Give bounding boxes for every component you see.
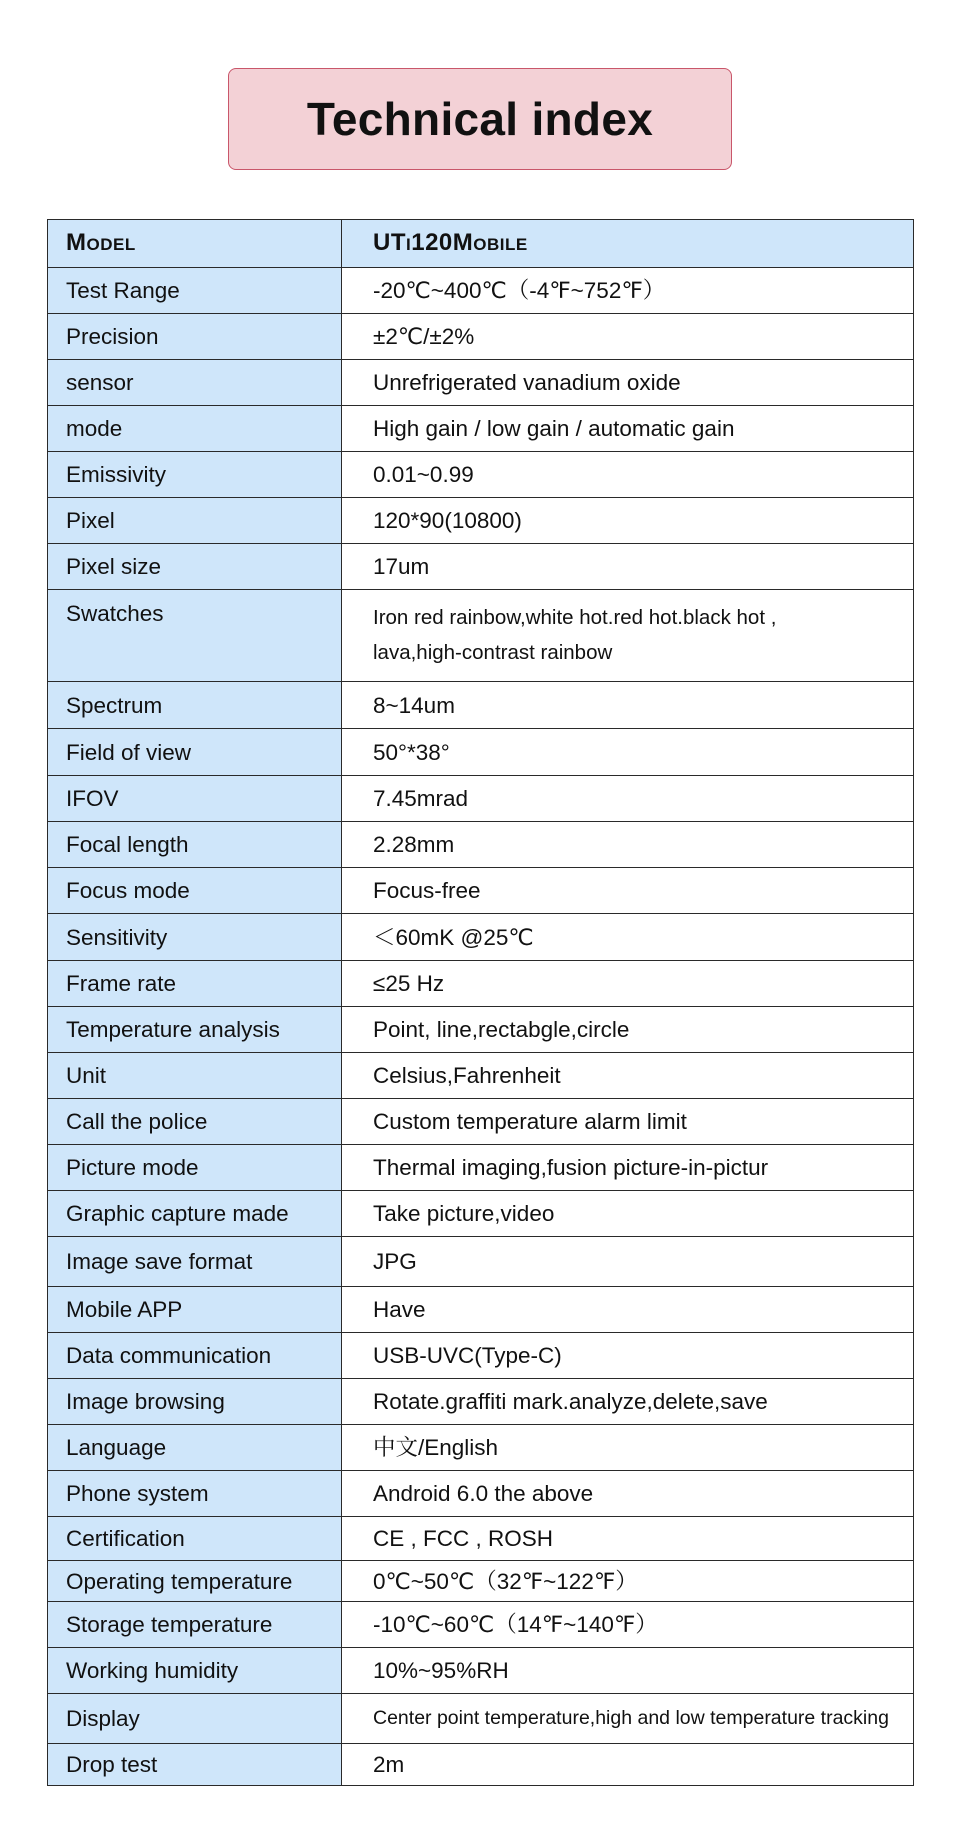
spec-label: Image save format bbox=[48, 1237, 342, 1287]
spec-value: Center point temperature,high and low temperature tracking bbox=[342, 1694, 914, 1744]
spec-label: Pixel bbox=[48, 498, 342, 544]
spec-value: 2.28mm bbox=[342, 822, 914, 868]
spec-label: Field of view bbox=[48, 729, 342, 776]
spec-label: sensor bbox=[48, 360, 342, 406]
spec-value: 120*90(10800) bbox=[342, 498, 914, 544]
spec-row-storage-temperature bbox=[48, 1602, 914, 1648]
spec-label: mode bbox=[48, 406, 342, 452]
spec-label: Test Range bbox=[48, 268, 342, 314]
spec-value: -10℃~60℃（14℉~140℉） bbox=[342, 1602, 914, 1648]
page-title: Technical index bbox=[306, 93, 654, 145]
swatches-line-1: Iron red rainbow,white hot.red hot.black hot , bbox=[373, 605, 777, 629]
spec-row-temperature-analysis bbox=[48, 1007, 914, 1053]
spec-row-data-communication bbox=[48, 1333, 914, 1379]
spec-row-graphic-capture bbox=[48, 1191, 914, 1237]
spec-row-working-humidity bbox=[48, 1648, 914, 1694]
spec-row-focus-mode bbox=[48, 868, 914, 914]
spec-row-ifov bbox=[48, 776, 914, 822]
spec-row-precision bbox=[48, 314, 914, 360]
spec-value: JPG bbox=[342, 1237, 914, 1287]
spec-label: Working humidity bbox=[48, 1648, 342, 1694]
spec-value-multiline bbox=[342, 590, 914, 682]
spec-row-focal-length bbox=[48, 822, 914, 868]
spec-row-emissivity bbox=[48, 452, 914, 498]
spec-row-call-the-police bbox=[48, 1099, 914, 1145]
spec-row-pixel bbox=[48, 498, 914, 544]
spec-row-unit bbox=[48, 1053, 914, 1099]
spec-label: Emissivity bbox=[48, 452, 342, 498]
spec-label: Language bbox=[48, 1425, 342, 1471]
spec-label: Phone system bbox=[48, 1471, 342, 1517]
spec-value: 0℃~50℃（32℉~122℉） bbox=[342, 1561, 914, 1602]
spec-row-language bbox=[48, 1425, 914, 1471]
spec-row-sensor bbox=[48, 360, 914, 406]
table-header-row bbox=[48, 220, 914, 268]
spec-value: ≤25 Hz bbox=[342, 961, 914, 1007]
spec-value: 7.45mrad bbox=[342, 776, 914, 822]
spec-value: High gain / low gain / automatic gain bbox=[342, 406, 914, 452]
spec-row-operating-temperature bbox=[48, 1561, 914, 1602]
spec-row-spectrum bbox=[48, 682, 914, 729]
spec-row-picture-mode bbox=[48, 1145, 914, 1191]
spec-value: 中文/English bbox=[342, 1425, 914, 1471]
spec-value: Thermal imaging,fusion picture-in-pictur bbox=[342, 1145, 914, 1191]
spec-label: Display bbox=[48, 1694, 342, 1744]
spec-row-image-save-format bbox=[48, 1237, 914, 1287]
spec-label: Graphic capture made bbox=[48, 1191, 342, 1237]
spec-value: ±2℃/±2% bbox=[342, 314, 914, 360]
spec-value: -20℃~400℃（-4℉~752℉） bbox=[342, 268, 914, 314]
spec-row-mode bbox=[48, 406, 914, 452]
spec-value: Rotate.graffiti mark.analyze,delete,save bbox=[342, 1379, 914, 1425]
spec-value: Unrefrigerated vanadium oxide bbox=[342, 360, 914, 406]
spec-row-drop-test bbox=[48, 1744, 914, 1786]
spec-label: Operating temperature bbox=[48, 1561, 342, 1602]
spec-value: USB-UVC(Type-C) bbox=[342, 1333, 914, 1379]
spec-value: 50°*38° bbox=[342, 729, 914, 776]
spec-value: 17um bbox=[342, 544, 914, 590]
spec-label: Temperature analysis bbox=[48, 1007, 342, 1053]
spec-label: Certification bbox=[48, 1517, 342, 1561]
header-value: UTi120Mobile bbox=[342, 220, 914, 268]
title-banner bbox=[228, 68, 732, 170]
header-label: Model bbox=[48, 220, 342, 268]
spec-value: 10%~95%RH bbox=[342, 1648, 914, 1694]
spec-value: Custom temperature alarm limit bbox=[342, 1099, 914, 1145]
spec-value: 8~14um bbox=[342, 682, 914, 729]
spec-label: Pixel size bbox=[48, 544, 342, 590]
spec-label: Picture mode bbox=[48, 1145, 342, 1191]
spec-row-swatches bbox=[48, 590, 914, 682]
spec-label: Data communication bbox=[48, 1333, 342, 1379]
spec-label: Sensitivity bbox=[48, 914, 342, 961]
spec-label: Image browsing bbox=[48, 1379, 342, 1425]
spec-row-image-browsing bbox=[48, 1379, 914, 1425]
spec-row-display bbox=[48, 1694, 914, 1744]
spec-value: 0.01~0.99 bbox=[342, 452, 914, 498]
spec-row-sensitivity bbox=[48, 914, 914, 961]
spec-label: IFOV bbox=[48, 776, 342, 822]
spec-row-certification bbox=[48, 1517, 914, 1561]
spec-value: Point, line,rectabgle,circle bbox=[342, 1007, 914, 1053]
spec-label: Swatches bbox=[48, 590, 342, 682]
spec-row-test-range bbox=[48, 268, 914, 314]
spec-value: CE , FCC , ROSH bbox=[342, 1517, 914, 1561]
spec-table bbox=[47, 219, 914, 1786]
spec-label: Drop test bbox=[48, 1744, 342, 1786]
spec-label: Call the police bbox=[48, 1099, 342, 1145]
spec-row-frame-rate bbox=[48, 961, 914, 1007]
spec-row-pixel-size bbox=[48, 544, 914, 590]
spec-label: Precision bbox=[48, 314, 342, 360]
spec-label: Unit bbox=[48, 1053, 342, 1099]
spec-value: Android 6.0 the above bbox=[342, 1471, 914, 1517]
spec-label: Focal length bbox=[48, 822, 342, 868]
spec-label: Spectrum bbox=[48, 682, 342, 729]
spec-value: Have bbox=[342, 1287, 914, 1333]
spec-row-field-of-view bbox=[48, 729, 914, 776]
spec-value: ＜60mK @25℃ bbox=[342, 914, 914, 961]
spec-label: Mobile APP bbox=[48, 1287, 342, 1333]
spec-row-phone-system bbox=[48, 1471, 914, 1517]
spec-row-mobile-app bbox=[48, 1287, 914, 1333]
spec-value: Take picture,video bbox=[342, 1191, 914, 1237]
swatches-line-2: lava,high-contrast rainbow bbox=[373, 640, 613, 664]
spec-value: Celsius,Fahrenheit bbox=[342, 1053, 914, 1099]
spec-label: Focus mode bbox=[48, 868, 342, 914]
spec-value: Focus-free bbox=[342, 868, 914, 914]
spec-value: 2m bbox=[342, 1744, 914, 1786]
spec-label: Frame rate bbox=[48, 961, 342, 1007]
spec-label: Storage temperature bbox=[48, 1602, 342, 1648]
